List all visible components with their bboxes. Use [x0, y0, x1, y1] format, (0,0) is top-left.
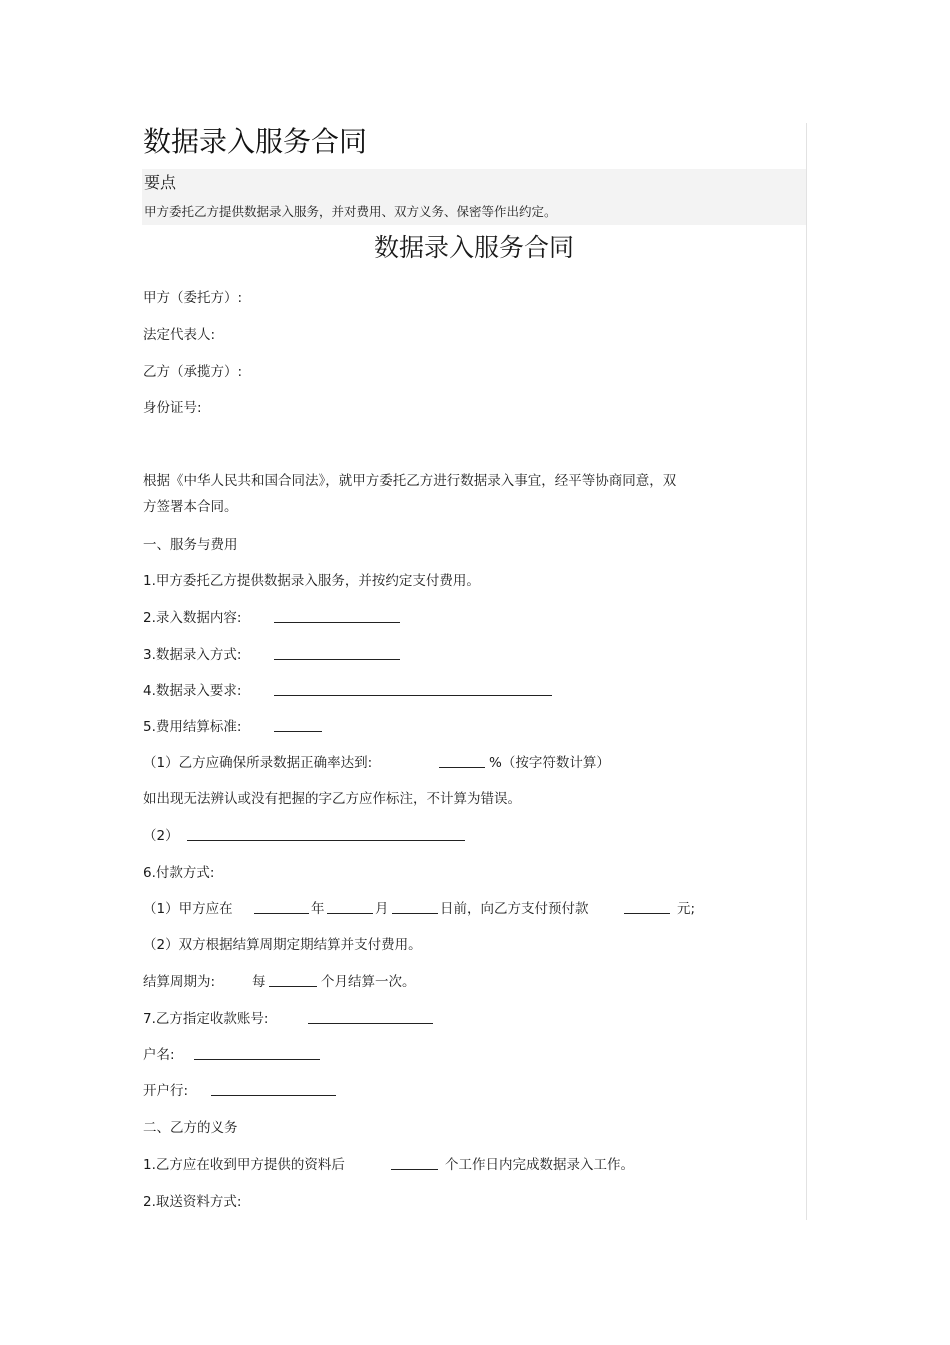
payment-month-blank[interactable]	[327, 899, 373, 914]
receiving-account-label: 7.乙方指定收款账号:	[143, 1011, 269, 1027]
data-content-blank[interactable]	[274, 608, 400, 623]
account-name-row	[143, 1045, 175, 1065]
contract-title: 数据录入服务合同	[373, 233, 574, 262]
settlement-months-blank[interactable]	[269, 972, 317, 987]
clause-1-4-label: 4.数据录入要求:	[143, 683, 242, 699]
receiving-account-blank[interactable]	[308, 1009, 433, 1024]
workdays-blank[interactable]	[391, 1155, 438, 1170]
clause-1-3	[143, 645, 241, 665]
id-number-label: 身份证号:	[143, 400, 202, 416]
payment-year-blank[interactable]	[254, 899, 309, 914]
account-name-label: 户名:	[143, 1047, 175, 1063]
clause-1-6: 6.付款方式:	[143, 865, 215, 881]
preamble-line-1: 根据《中华人民共和国合同法》，就甲方委托乙方进行数据录入事宜，经平等协商同意，双	[143, 473, 677, 489]
clause-2-1-label: 1.乙方应在收到甲方提供的资料后	[143, 1157, 345, 1173]
accuracy-unit: %（按字符数计算）	[489, 755, 610, 771]
clause-1-6-2: （2）双方根据结算周期定期结算并支付费用。	[143, 937, 422, 953]
clause-1-5	[143, 717, 241, 737]
clause-2-2: 2.取送资料方式:	[143, 1194, 242, 1210]
clause-1-6-1	[143, 899, 696, 919]
settlement-every-label: 每	[252, 974, 266, 990]
currency-label: 元;	[677, 901, 696, 917]
bank-blank[interactable]	[211, 1081, 336, 1096]
bank-label: 开户行:	[143, 1083, 189, 1099]
settlement-cycle	[143, 972, 416, 992]
fee-standard-blank[interactable]	[274, 717, 322, 732]
clause-1-2	[143, 608, 241, 628]
summary-heading: 要点	[144, 173, 177, 192]
clause-1-3-label: 3.数据录入方式:	[143, 647, 242, 663]
clause-1-4	[143, 681, 241, 701]
section-1-heading: 一、服务与费用	[143, 537, 238, 553]
legal-rep-label: 法定代表人:	[143, 327, 216, 343]
clause-1-5-note: 如出现无法辨认或没有把握的字乙方应作标注，不计算为错误。	[143, 791, 521, 807]
clause-1-1: 1.甲方委托乙方提供数据录入服务，并按约定支付费用。	[143, 573, 480, 589]
entry-method-blank[interactable]	[274, 645, 400, 660]
accuracy-label: （1）乙方应确保所录数据正确率达到:	[143, 755, 373, 771]
entry-requirement-blank[interactable]	[274, 681, 552, 696]
clause-1-5-1	[143, 753, 610, 773]
clause-2-1	[143, 1155, 634, 1175]
accuracy-rate-blank[interactable]	[439, 753, 485, 768]
section-2-heading: 二、乙方的义务	[143, 1120, 238, 1136]
summary-box	[142, 169, 806, 225]
settlement-cycle-label: 结算周期为:	[143, 974, 216, 990]
party-a-label: 甲方（委托方）:	[143, 290, 243, 306]
account-name-blank[interactable]	[194, 1045, 320, 1060]
clause-1-5-2-blank[interactable]	[187, 826, 465, 841]
clause-1-5-2	[143, 826, 179, 846]
clause-1-5-2-label: （2）	[143, 828, 179, 844]
payment-deadline-label: （1）甲方应在	[143, 901, 233, 917]
party-b-label: 乙方（承揽方）:	[143, 364, 243, 380]
preamble-line-2: 方签署本合同。	[143, 499, 238, 515]
year-label: 年	[311, 901, 325, 917]
clause-2-1-tail: 个工作日内完成数据录入工作。	[445, 1157, 634, 1173]
payment-day-blank[interactable]	[392, 899, 438, 914]
clause-1-2-label: 2.录入数据内容:	[143, 610, 242, 626]
summary-text: 甲方委托乙方提供数据录入服务，并对费用、双方义务、保密等作出约定。	[144, 204, 557, 219]
month-label: 月	[375, 901, 389, 917]
clause-1-7	[143, 1009, 268, 1029]
settlement-once-label: 个月结算一次。	[321, 974, 416, 990]
advance-payment-label: 日前，向乙方支付预付款	[440, 901, 589, 917]
clause-1-5-label: 5.费用结算标准:	[143, 719, 242, 735]
advance-amount-blank[interactable]	[624, 899, 670, 914]
document-title: 数据录入服务合同	[143, 125, 368, 158]
bank-row	[143, 1081, 188, 1101]
